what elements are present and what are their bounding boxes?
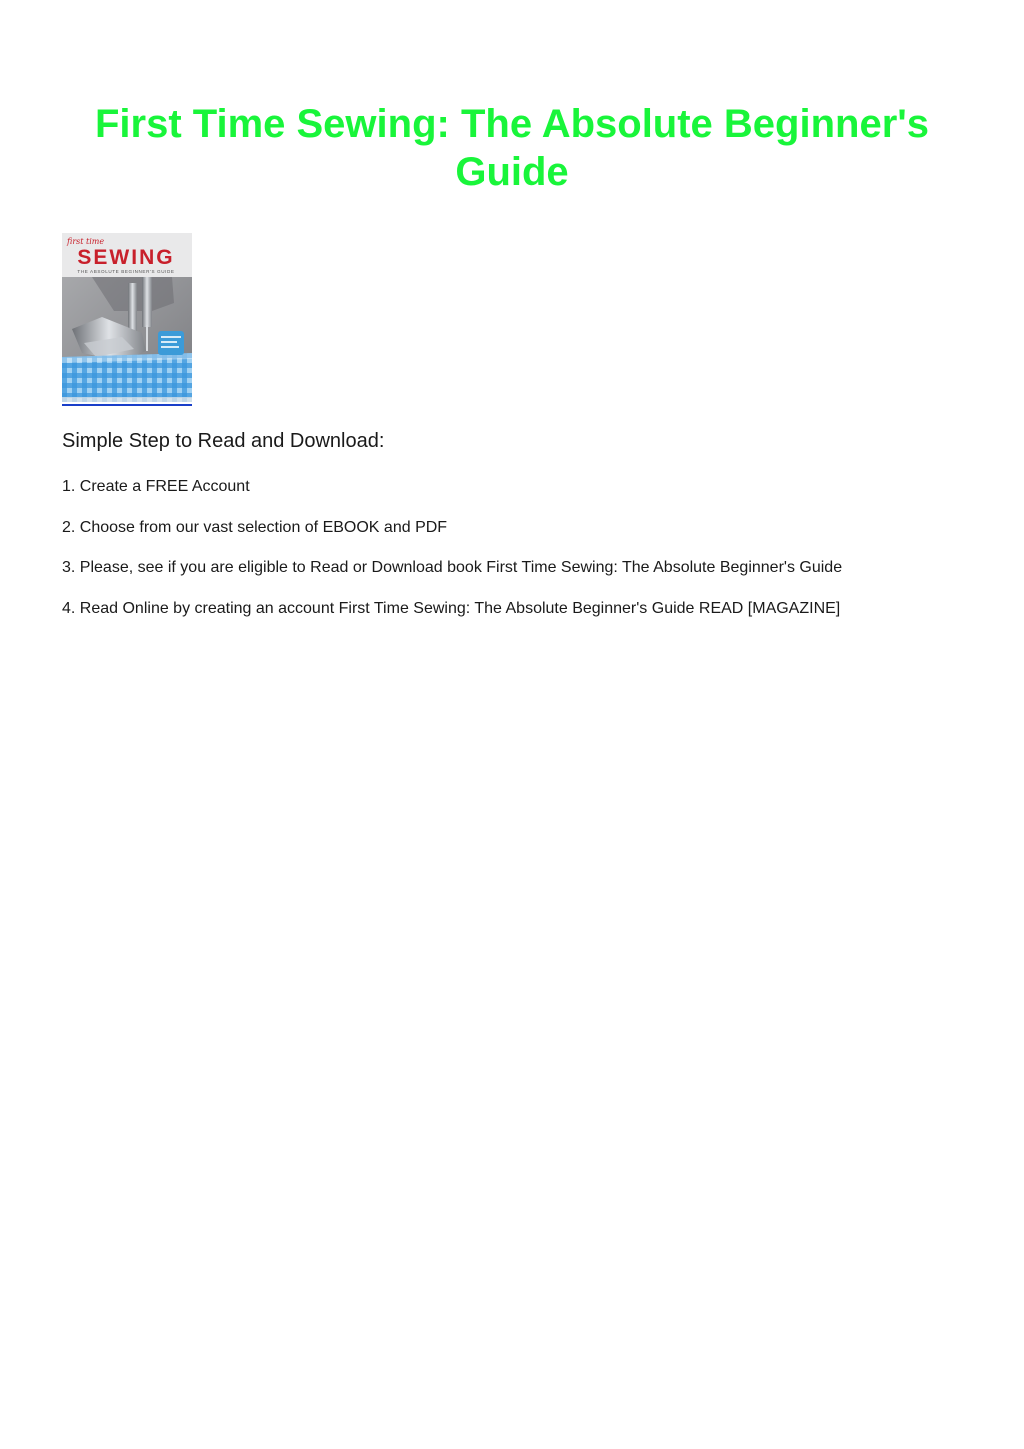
steps-list	[62, 477, 982, 639]
document-title: First Time Sewing: The Absolute Beginner's Guide	[94, 102, 930, 194]
cover-subtitle-text: THE ABSOLUTE BEGINNER'S GUIDE	[77, 269, 175, 274]
step-item: 1. Create a FREE Account	[62, 478, 250, 495]
step-item: 4. Read Online by creating an account First Time Sewing: The Absolute Beginner's Guide READ [MAGAZINE]	[62, 599, 841, 617]
cover-title-text: SEWING	[77, 246, 175, 269]
book-cover-image	[62, 233, 192, 402]
book-cover-link[interactable]	[62, 233, 192, 406]
step-item: 2. Choose from our vast selection of EBOOK and PDF	[62, 518, 448, 536]
section-heading: Simple Step to Read and Download:	[62, 430, 385, 452]
cover-series-text: first time	[67, 237, 105, 246]
step-item: 3. Please, see if you are eligible to Read or Download book First Time Sewing: The Absolute Beginner's Guide	[62, 559, 843, 576]
